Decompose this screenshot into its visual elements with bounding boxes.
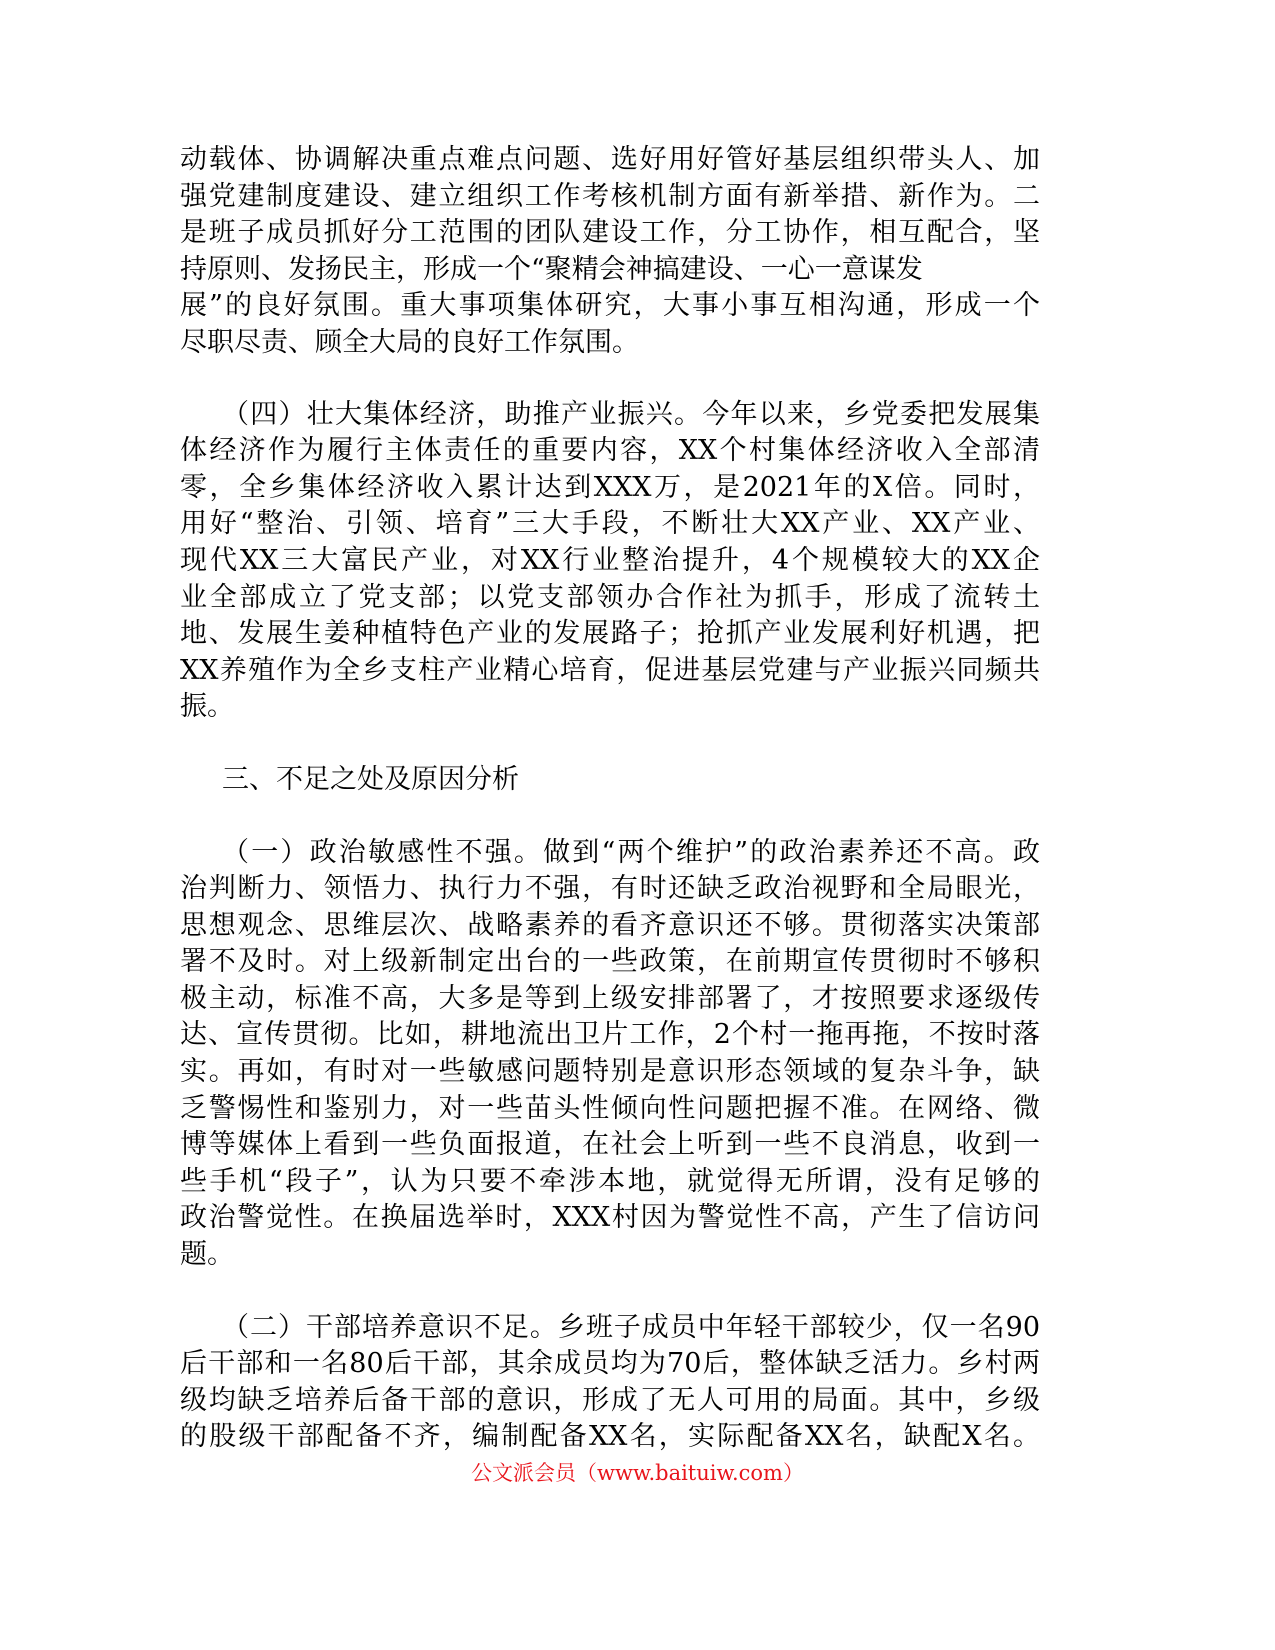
text-line: 些手机“段子”，认为只要不牵涉本地，就觉得无所谓，没有足够的 (180, 1165, 1040, 1197)
text-line: 题。 (180, 1239, 234, 1271)
paragraph-gap (180, 1274, 1040, 1310)
text-line: 现代XX三大富民产业，对XX行业整治提升，4个规模较大的XX企 (180, 544, 1040, 576)
text-line: 动载体、协调解决重点难点问题、选好用好管好基层组织带头人、加 (180, 144, 1040, 175)
paragraph-political-sensitivity (180, 835, 1040, 1274)
section-heading: 三、不足之处及原因分析 (222, 763, 519, 795)
text-line: 地、发展生姜种植特色产业的发展路子；抢抓产业发展利好机遇，把 (180, 618, 1040, 650)
text-line: 极主动，标准不高，大多是等到上级安排部署了，才按照要求逐级传 (180, 982, 1040, 1014)
text-line: 级均缺乏培养后备干部的意识，形成了无人可用的局面。其中，乡级 (180, 1384, 1040, 1416)
paragraph-cadre-training (180, 1310, 1040, 1456)
text-line: 后干部和一名80后干部，其余成员均为70后，整体缺乏活力。乡村两 (180, 1348, 1040, 1380)
text-line: 达、宣传贯彻。比如，耕地流出卫片工作，2个村一拖再拖，不按时落 (180, 1019, 1040, 1051)
text-line: 尽职尽责、顾全大局的良好工作氛围。 (180, 326, 639, 358)
text-line: XX养殖作为全乡支柱产业精心培育，促进基层党建与产业振兴同频共 (180, 654, 1040, 686)
text-line: 思想观念、思维层次、战略素养的看齐意识还不够。贯彻落实决策部 (180, 909, 1040, 941)
text-line: 政治警觉性。在换届选举时，XXX村因为警觉性不高，产生了信访问 (180, 1202, 1040, 1234)
footer-watermark: 公文派会员（www.baituiw.com） (471, 1461, 804, 1485)
text-line: 展”的良好氛围。重大事项集体研究，大事小事互相沟通，形成一个 (180, 290, 1040, 322)
text-line: （四）壮大集体经济，助推产业振兴。今年以来，乡党委把发展集 (222, 398, 1040, 430)
text-line: （二）干部培养意识不足。乡班子成员中年轻干部较少，仅一名90 (222, 1311, 1040, 1343)
text-line: 署不及时。对上级新制定出台的一些政策，在前期宣传贯彻时不够积 (180, 946, 1040, 978)
text-line: 业全部成立了党支部；以党支部领办合作社为抓手，形成了流转土 (180, 581, 1040, 613)
text-line: 是班子成员抓好分工范围的团队建设工作，分工协作，相互配合，坚 (180, 217, 1040, 249)
text-line: 振。 (180, 691, 234, 723)
text-line: 乏警惕性和鉴别力，对一些苗头性倾向性问题把握不准。在网络、微 (180, 1092, 1040, 1124)
document-body (180, 142, 1040, 1456)
text-line: 强党建制度建设、建立组织工作考核机制方面有新举措、新作为。二 (180, 180, 1040, 212)
text-line: 的股级干部配备不齐，编制配备XX名，实际配备XX名，缺配X名。 (180, 1421, 1040, 1453)
paragraph-continuation (180, 142, 1040, 362)
text-line: 实。再如，有时对一些敏感问题特别是意识形态领域的复杂斗争，缺 (180, 1056, 1040, 1088)
paragraph-gap (180, 362, 1040, 397)
paragraph-gap (180, 799, 1040, 835)
text-line: 零，全乡集体经济收入累计达到XXX万，是2021年的X倍。同时， (180, 471, 1040, 503)
text-line: （一）政治敏感性不强。做到“两个维护”的政治素养还不高。政 (222, 836, 1040, 868)
paragraph-collective-economy (180, 397, 1040, 726)
text-line: 治判断力、领悟力、执行力不强，有时还缺乏政治视野和全局眼光， (180, 873, 1040, 905)
text-line: 博等媒体上看到一些负面报道，在社会上听到一些不良消息，收到一 (180, 1129, 1040, 1161)
text-line: 用好“整治、引领、培育”三大手段，不断壮大XX产业、XX产业、 (180, 508, 1040, 540)
text-line: 持原则、发扬民主，形成一个“聚精会神搞建设、一心一意谋发 (180, 253, 923, 285)
paragraph-gap (180, 726, 1040, 762)
text-line: 体经济作为履行主体责任的重要内容，XX个村集体经济收入全部清 (180, 435, 1040, 467)
